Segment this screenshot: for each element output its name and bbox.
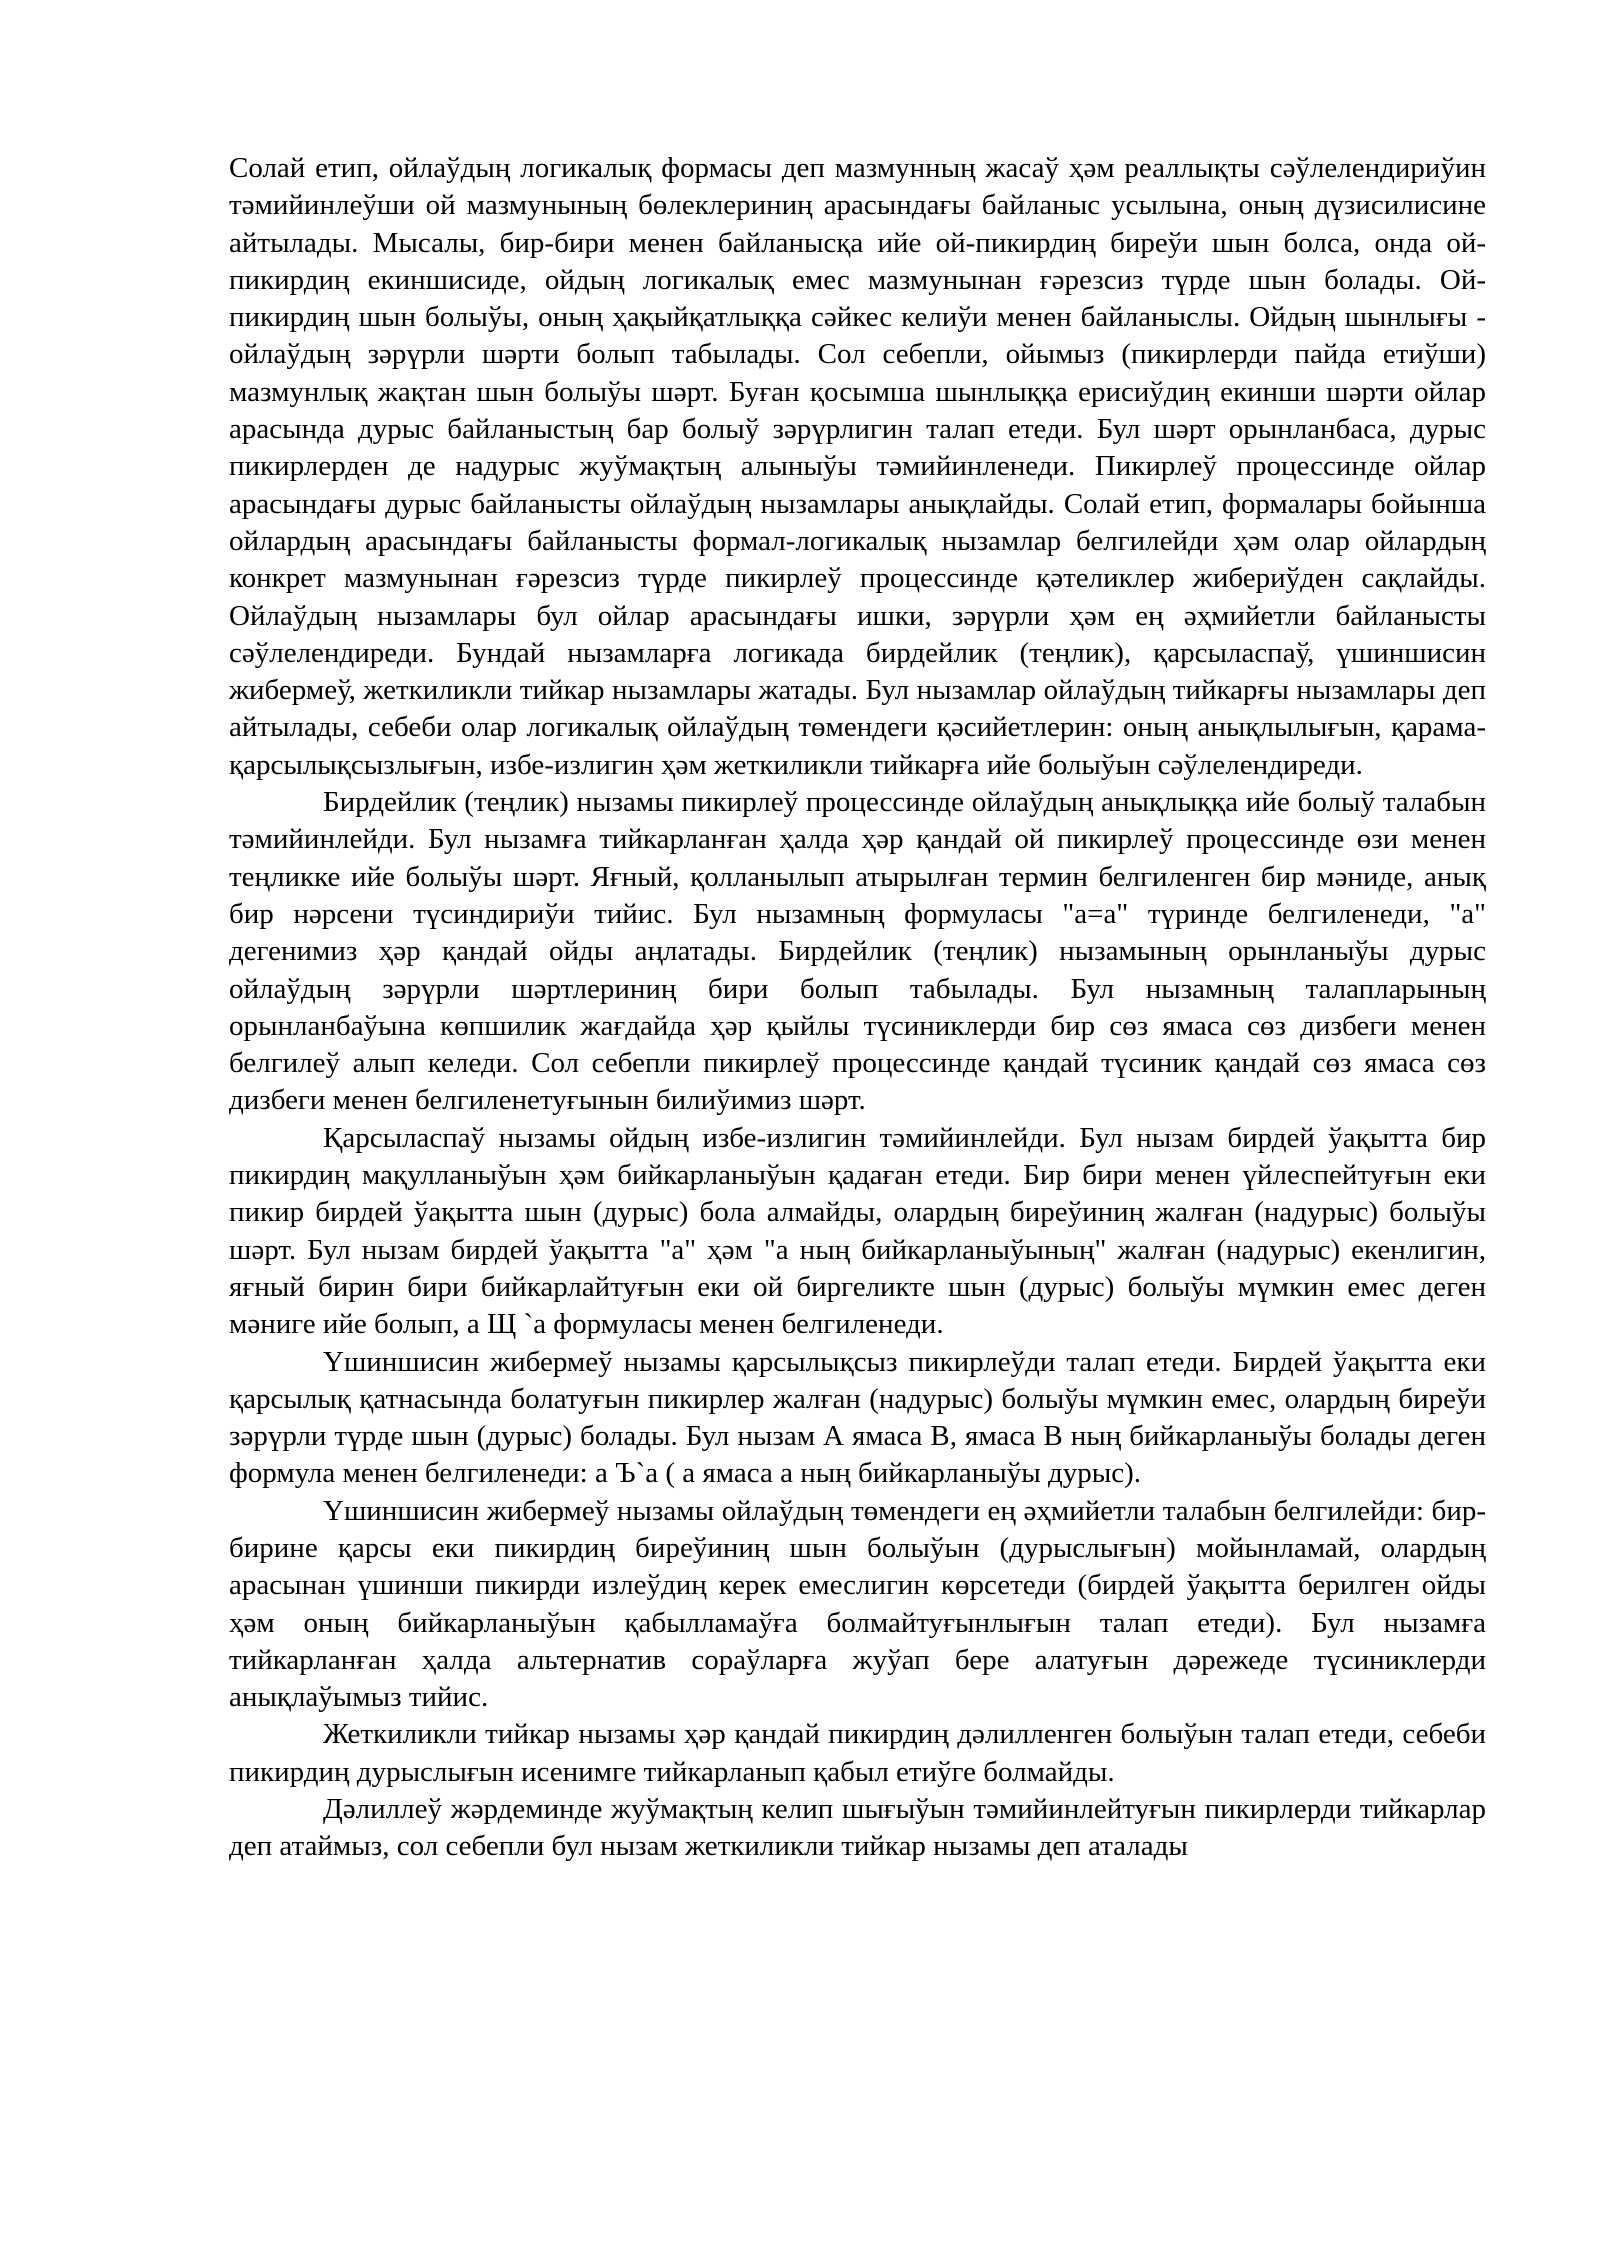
paragraph-non-contradiction-law: Қарсыласпаў нызамы ойдың избе-излигин тәмийинлейди. Бул нызам бирдей ўақытта бир пикирдиң мақулланыўын ҳәм бийкарланыўын қадаған етеди. Бир бири менен үйлеспейтуғын еки пикир бирдей ўақытта шын (дурыс) бола алмайды, олардың биреўиниң жалған (надурыс) болыўы шәрт. Бул нызам бирдей ўақытта "а" ҳәм "а ның бийкарланыўының" жалған (надурыс) екенлигин, яғный бирин бири бийкарлайтуғын еки ой биргеликте шын (дурыс) болыўы мүмкин емес деген мәниге ийе болып, а Щ `а формуласы менен белгиленеди. [229,1121,1486,1341]
paragraph-identity-law: Бирдейлик (теңлик) нызамы пикирлеў процессинде ойлаўдың анықлыққа ийе болыў талабын тәмийинлейди. Бул нызамға тийкарланған ҳалда ҳәр қандай ой пикирлеў процессинде өзи менен теңликке ийе болыўы шәрт. Яғный, қолланылып атырылған термин белгиленген бир мәниде, анық бир нәрсени түсиндириўи тийис. Бул нызамның формуласы "а=а" түринде белгиленеди, "а" дегенимиз ҳәр қандай ойды аңлатады. Бирдейлик (теңлик) нызамының орынланыўы дурыс ойлаўдың зәрүрли шәртлериниң бири болып табылады. Бул нызамның талапларының орынланбаўына көпшилик жағдайда ҳәр қыйлы түсиниклерди бир сөз ямаса сөз дизбеги менен белгилеў алып келеди. Сол себепли пикирлеў процессинде қандай түсиник қандай сөз ямаса сөз дизбеги менен белгиленетуғынын билиўимиз шәрт. [229,786,1486,1117]
paragraph-thought-logical-form: Солай етип, ойлаўдың логикалық формасы деп мазмунның жасаў ҳәм реаллықты сәўлелендириўин тәмийинлеўши ой мазмунының бөлеклериниң арасындағы байланыс усылына, оның дүзисилисине айтылады. Мысалы, бир-бири менен байланысқа ийе ой-пикирдиң биреўи шын болса, онда ой-пикирдиң екиншисиде, ойдың логикалық емес мазмунынан ғәрезсиз түрде шын болады. Ой-пикирдиң шын болыўы, оның ҳақыйқатлыққа сәйкес келиўи менен байланыслы. Ойдың шынлығы - ойлаўдың зәрүрли шәрти болып табылады. Сол себепли, ойымыз (пикирлерди пайда етиўши) мазмунлық жақтан шын болыўы шәрт. Буған қосымша шынлыққа ерисиўдиң екинши шәрти ойлар арасында дурыс байланыстың бар болыў зәрүрлигин талап етеди. Бул шәрт орынланбаса, дурыс пикирлерден де надурыс жуўмақтың алыныўы тәмийинленеди. Пикирлеў процессинде ойлар арасындағы дурыс байланысты ойлаўдың нызамлары анықлайды. Солай етип, формалары бойынша ойлардың арасындағы байланысты формал-логикалық нызамлар белгилейди ҳәм олар ойлардың конкрет мазмунынан ғәрезсиз түрде пикирлеў процессинде қәтеликлер жибериўден сақлайды. Ойлаўдың нызамлары бул ойлар арасындағы ишки, зәрүрли ҳәм ең әҳмийетли байланысты сәўлелендиреди. Бундай нызамларға логикада бирдейлик (теңлик), қарсыласпаў, үшиншисин жибермеў, жеткиликли тийкар нызамлары жатады. Бул нызамлар ойлаўдың тийкарғы нызамлары деп айтылады, себеби олар логикалық ойлаўдың төмендеги қәсийетлерин: оның анықлылығын, қарама-қарсылықсызлығын, избе-излигин ҳәм жеткиликли тийкарға ийе болыўын сәўлелендиреди. [229,152,1486,781]
paragraph-excluded-middle-requirement: Үшиншисин жибермеў нызамы ойлаўдың төмендеги ең әҳмийетли талабын белгилейди: бир-бирине қарсы еки пикирдиң биреўиниң шын болыўын (дурыслығын) мойынламай, олардың арасынан үшинши пикирди излеўдиң керек емеслигин көрсетеди (бирдей ўақытта берилген ойды ҳәм оның бийкарланыўын қабылламаўға болмайтуғынлығын талап етеди). Бул нызамға тийкарланған ҳалда альтернатив сораўларға жуўап бере алатуғын дәрежеде түсиниклерди анықлаўымыз тийис. [229,1494,1486,1714]
paragraph-excluded-middle-law: Үшиншисин жибермеў нызамы қарсылықсыз пикирлеўди талап етеди. Бирдей ўақытта еки қарсылық қатнасында болатуғын пикирлер жалған (надурыс) болыўы мүмкин емес, олардың биреўи зәрүрли түрде шын (дурыс) болады. Бул нызам А ямаса В, ямаса В ның бийкарланыўы болады деген формула менен белгиленеди: а Ъ`а ( а ямаса а ның бийкарланыўы дурыс). [229,1345,1486,1490]
document-body [229,150,1486,1866]
paragraph-proof-grounds: Дәлиллеў жәрдеминде жуўмақтың келип шығыўын тәмийинлейтуғын пикирлерди тийкарлар деп атаймыз, сол себепли бул нызам жеткиликли тийкар нызамы деп аталады [229,1793,1486,1863]
paragraph-sufficient-reason-law: Жеткиликли тийкар нызамы ҳәр қандай пикирдиң дәлилленген болыўын талап етеди, себеби пикирдиң дурыслығын исенимге тийкарланып қабыл етиўге болмайды. [229,1718,1486,1788]
